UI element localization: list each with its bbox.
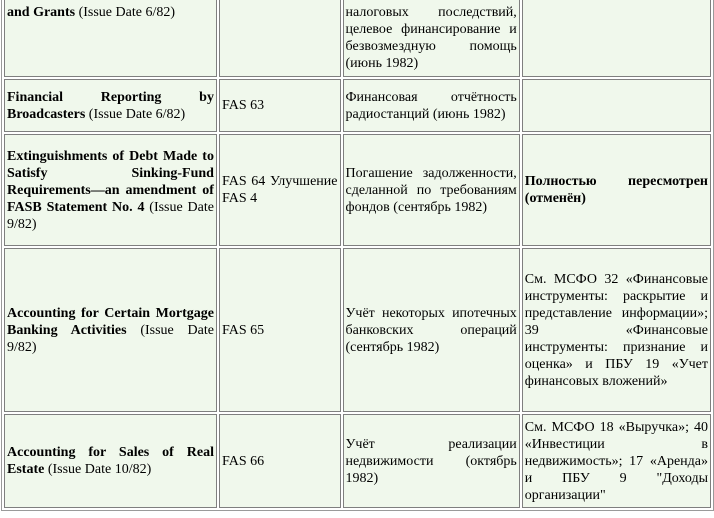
standard-title: Accounting for Sales of Real Estate bbox=[7, 445, 214, 477]
table-row bbox=[4, 79, 711, 132]
status-cell bbox=[522, 0, 711, 77]
table-row bbox=[4, 134, 711, 246]
russian-title-cell: налоговых последствий, целевое финансирование и безвозмездную помощь (июнь 1982) bbox=[343, 0, 520, 77]
status-cell: См. МСФО 32 «Финансовые инструменты: раскрытие и представление информации»; 39 «Финансовые инструменты: признание и оценка» и ПБУ 19 «Учет финансовых вложений» bbox=[522, 248, 711, 412]
fas-number-cell: FAS 66 bbox=[219, 414, 341, 508]
fas-number-cell: FAS 63 bbox=[219, 79, 341, 132]
standard-title-cell bbox=[4, 134, 217, 246]
standard-title: Financial Reporting by Broadcasters bbox=[7, 89, 214, 122]
russian-title-cell: Учёт реализации недвижимости (октябрь 1982) bbox=[343, 414, 520, 508]
issue-date: (Issue Date 9/82) bbox=[7, 199, 214, 232]
standard-title: Accounting for Certain Mortgage Banking Activities bbox=[7, 305, 214, 338]
table-row bbox=[4, 248, 711, 412]
standard-title-cell bbox=[4, 0, 217, 77]
standard-title-cell bbox=[4, 414, 217, 508]
standard-title-cell bbox=[4, 79, 217, 132]
table-row bbox=[4, 0, 711, 77]
standard-title: and Grants bbox=[7, 5, 76, 20]
issue-date: (Issue Date 6/82) bbox=[88, 106, 186, 122]
fas-number-cell: FAS 64 Улучшение FAS 4 bbox=[219, 134, 341, 246]
issue-date: (Issue Date 6/82) bbox=[78, 5, 175, 20]
issue-date: (Issue Date 9/82) bbox=[7, 322, 214, 355]
table-row bbox=[4, 414, 711, 508]
fas-number-cell bbox=[219, 0, 341, 77]
russian-title-cell: Финансовая отчётность радиостанций (июнь 1982) bbox=[343, 79, 520, 132]
status-cell: Полностью пересмотрен (отменён) bbox=[522, 134, 711, 246]
standard-title: Extinguishments of Debt Made to Satisfy Sinking-Fund Requirements—an amendment of FASB Statement No. 4 bbox=[7, 148, 214, 215]
fas-standards-table bbox=[1, 0, 714, 511]
russian-title-cell: Погашение задолженности, сделанной по требованиям фондов (сентябрь 1982) bbox=[343, 134, 520, 246]
status-cell: См. МСФО 18 «Выручка»; 40 «Инвестиции в недвижимость»; 17 «Аренда» и ПБУ 9 "Доходы организации" bbox=[522, 414, 711, 508]
fas-number-cell: FAS 65 bbox=[219, 248, 341, 412]
russian-title-cell: Учёт некоторых ипотечных банковских операций (сентябрь 1982) bbox=[343, 248, 520, 412]
standard-title-cell bbox=[4, 248, 217, 412]
issue-date: (Issue Date 10/82) bbox=[47, 462, 152, 477]
status-cell bbox=[522, 79, 711, 132]
